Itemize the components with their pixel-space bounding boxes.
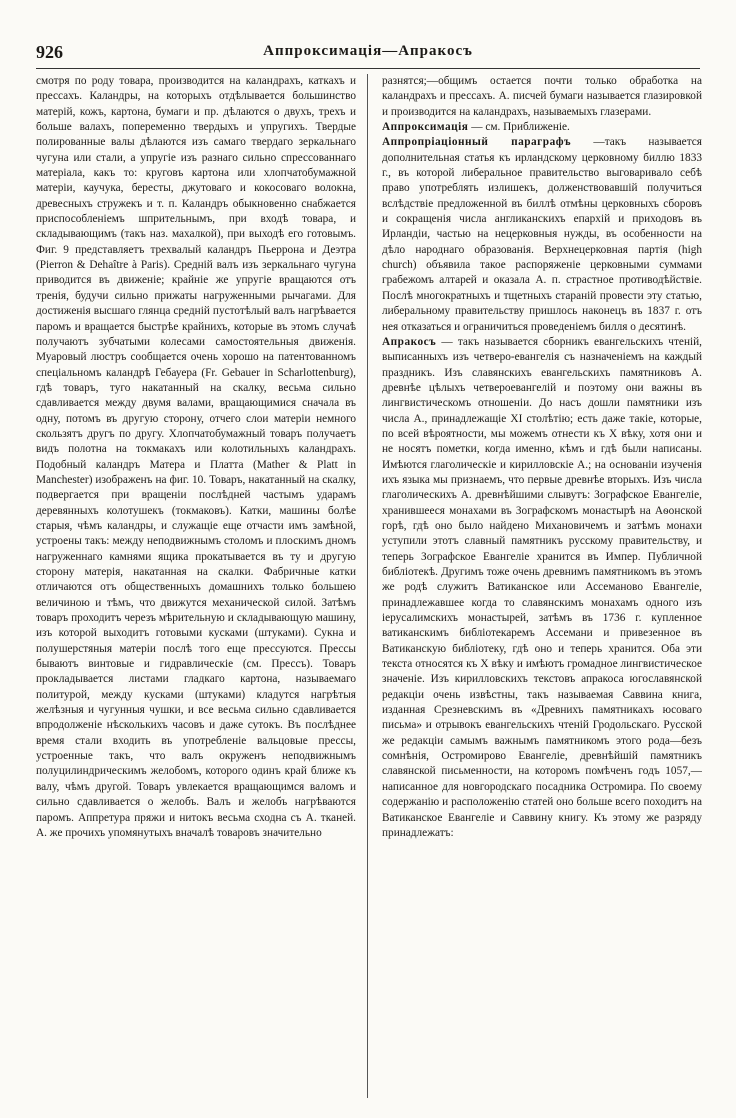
entry-appropriation-clause bbox=[382, 135, 702, 334]
entry-approximation bbox=[382, 120, 702, 135]
page-number: 926 bbox=[36, 42, 63, 62]
entry-headword: Аппроксимація bbox=[382, 121, 469, 134]
entry-body: —такъ называется дополнительная статья къ ирландскому церковному биллю 1833 г., въ которой либеральное правительство выговаривало себѣ право употреблять излишекъ, долженствовавшій получиться вслѣдствіе предложенной въ биллѣ отмѣны церковныхъ сборовъ и сокращенія числа англиканскихъ епархій и приходовъ въ Ирландіи, частью на нецерковныя нужды, въ особенности на дѣло народнаго образованія. Верхнецерковная партія (high church) объявила такое распоряженіе церковными суммами грабежомъ алтарей и оказала А. п. страстное противодѣйствіе. Послѣ многократныхъ и тщетныхъ стараній провести эту статью, либеральному правительству пришлось наконецъ въ 1837 г. отъ нея отказаться и ограничиться проведеніемъ билля о десятинѣ. bbox=[382, 136, 702, 333]
page-header bbox=[36, 42, 700, 66]
left-column-text: смотря по роду товара, производится на каландрахъ, каткахъ и прессахъ. Каландры, на которыхъ отдѣлывается большинство матерій, кожъ, картона, бумаги и пр. дѣлаются о двухъ, трехъ и больше валахъ, попеременно твердыхъ и упругихъ. Твердые полированные валы дѣлаются изъ самаго твердаго зеркальнаго чугуна или стали, а упругіе изъ разнаго сильно спрессованнаго матеріала, какъ то: круговъ картона или хлопчатобумажной матеріи, каучука, бересты, джутоваго и кокосоваго волокна, древесныхъ стружекъ и т. п. Каландръ обыкновенно снабжается приспособленіемъ шпрительнымъ, при входѣ товара, и складывающимъ (такъ наз. махалкой), при выходѣ его готовымъ. Фиг. 9 представляетъ трехвалый каландръ Пьеррона и Деэтра (Pierron & Dehaître à Paris). Средній валъ изъ зеркальнаго чугуна приводится въ движеніе; крайніе же упругіе вращаются отъ тренія, будучи сильно прижаты нагруженными рычагами. Для достиженія высшаго глянца средній пустотѣлый валъ нагрѣвается паромъ и вращается быстрѣе крайнихъ, которые въ этомъ случаѣ получаютъ зубчатыми колесами самостоятельныя движенія. Муаровый люстръ сообщается очень хорошо на патентованномъ спеціальномъ каландрѣ Гебауера (Fr. Gebauer in Scharlottenburg), гдѣ товаръ, туго накатанный на скалку, весьма сильно сдавливается между двумя валами, вращающимися сначала въ одну, потомъ въ другую сторону, отчего слои матеріи немного скользятъ другъ по другу. Хлопчатобумажный товаръ получаетъ видъ полотна на токмакахъ или колотильныхъ каландрахъ. Подобный каландръ Матера и Платта (Mather & Platt in Manchester) изображенъ на фиг. 10. Товаръ, накатанный на скалку, подвергается при вращеніи послѣдней частымъ ударамъ деревянныхъ колотушекъ (токмаковъ). Катки, машины болѣе старыя, чѣмъ каландры, и служащіе еще отчасти имъ замѣной, устроены такъ: между неподвижнымъ столомъ и плоскимъ дномъ нагруженнаго камнями ящика прокатывается въ ту и другую сторону матерія, накатанная на скалки. Фабричные катки отличаются отъ общественныхъ домашнихъ только большею величиною и тѣмъ, что движутся механической силой. Затѣмъ товаръ проходитъ черезъ мѣрительную и складывающую машину, изъ которой выходитъ готовыми кусками (штуками). Сукна и полушерстяныя матеріи послѣ того еще прессуются. Прессы бываютъ винтовые и гидравлическіе (см. Прессъ). Товаръ прокладывается листами гладкаго картона, называемаго политурой, между кусками (штуками) кладутся нагрѣтыя желѣзныя и чугунныя чушки, и все весьма сильно сдавливается впродолженіе нѣсколькихъ часовъ и даже сутокъ. Въ послѣднее время стали входить въ употребленіе вальцовые прессы, устроенные такъ, что валъ окруженъ неподвижнымъ полуцилиндрическимъ желобомъ, которого одинъ край ближе къ валу, чѣмъ другой. Товаръ увлекается вращающимся валомъ и сильно сдавливается о желобъ. Валъ и желобъ нагрѣваются паромъ. Аппретура пряжи и нитокъ весьма сходна съ А. тканей. А. же прочихъ упомянутыхъ вначалѣ товаровъ значительно bbox=[36, 75, 356, 839]
entry-headword: Апракосъ bbox=[382, 335, 437, 348]
entry-headword: Аппропріаціонный параграфъ bbox=[382, 136, 572, 149]
entry-aprakos bbox=[382, 335, 702, 841]
entry-body: — такъ называется сборникъ евангельскихъ чтеній, выписанныхъ изъ четверо-евангелія съ назначеніемъ на каждый праздникъ. Изъ славянскихъ евангельскихъ памятниковъ А. древнѣе цѣлыхъ четвероевангелій и поэтому они важны въ лингвистическомъ отношеніи. До насъ дошли памятники изъ числа А., принадлежащіе XI столѣтію; есть даже такіе, которые, по всей вѣроятности, мы можемъ отнести къ X вѣку, хотя они и не носятъ пометки, когда именно, кѣмъ и гдѣ были написаны. Имѣются глаголическіе и кирилловскіе А.; на основаніи изученія ихъ языка мы признаемъ, что первые древнѣе вторыхъ. Изъ числа глаголическихъ А. древнѣйшими слывутъ: Зографское Евангеліе, хранившееся монахами въ Зографскомъ монастырѣ на Аѳонской горѣ, гдѣ оно было найдено Михановичемъ и затѣмъ монахи уступили этотъ славный памятникъ русскому правительству, и теперь Зографское Евангеліе хранится въ Импер. Публичной библіотекѣ. Другимъ тоже очень древнимъ памятникомъ въ этомъ же родѣ служитъ Ватиканское или Ассеманово Евангеліе, принадлежавшее когда то славянскимъ монахамъ одного изъ іерусалимскихъ монастырей, затѣмъ въ 1736 г. купленное ватиканскимъ библіотекаремъ Ассемани и привезенное въ Ватиканскую библіотеку, гдѣ оно и теперь хранится. Оба эти текста относятся къ X вѣку и имѣютъ громадное лингвистическое значеніе. Изъ кирилловскихъ текстовъ апракоса югославянской редакціи очень извѣстны, такъ называемая Саввина книга, изданная Срезневскимъ въ «Древнихъ памятникахъ юсоваго письма» и отрывокъ евангельскихъ чтеній Гродольскаго. Русской же редакціи самымъ важнымъ памятникомъ этого рода—безъ сомнѣнія, Остромирово Евангеліе, древнѣйшій памятникъ славянской письменности, на которомъ помѣченъ годъ 1057,—написанное для новгородскаго посадника Остромира. По своему содержанію и расположенію статей оно больше всего походитъ на Ватиканское Евангеліе и Саввину книгу. Къ этому же разряду принадлежатъ: bbox=[382, 335, 702, 839]
entry-body: — см. Приближеніе. bbox=[468, 121, 570, 134]
left-column bbox=[36, 74, 356, 1098]
continued-text: разнятся;—общимъ остается почти только обработка на каландрахъ и прессахъ. А. писчей бумаги называется глазировкой и производится на каландрахъ, называемыхъ глазерами. bbox=[382, 75, 702, 118]
column-divider bbox=[367, 74, 368, 1098]
header-rule bbox=[36, 68, 700, 69]
right-column bbox=[382, 74, 702, 1098]
running-head: Аппроксимація—Апракосъ bbox=[263, 43, 473, 59]
